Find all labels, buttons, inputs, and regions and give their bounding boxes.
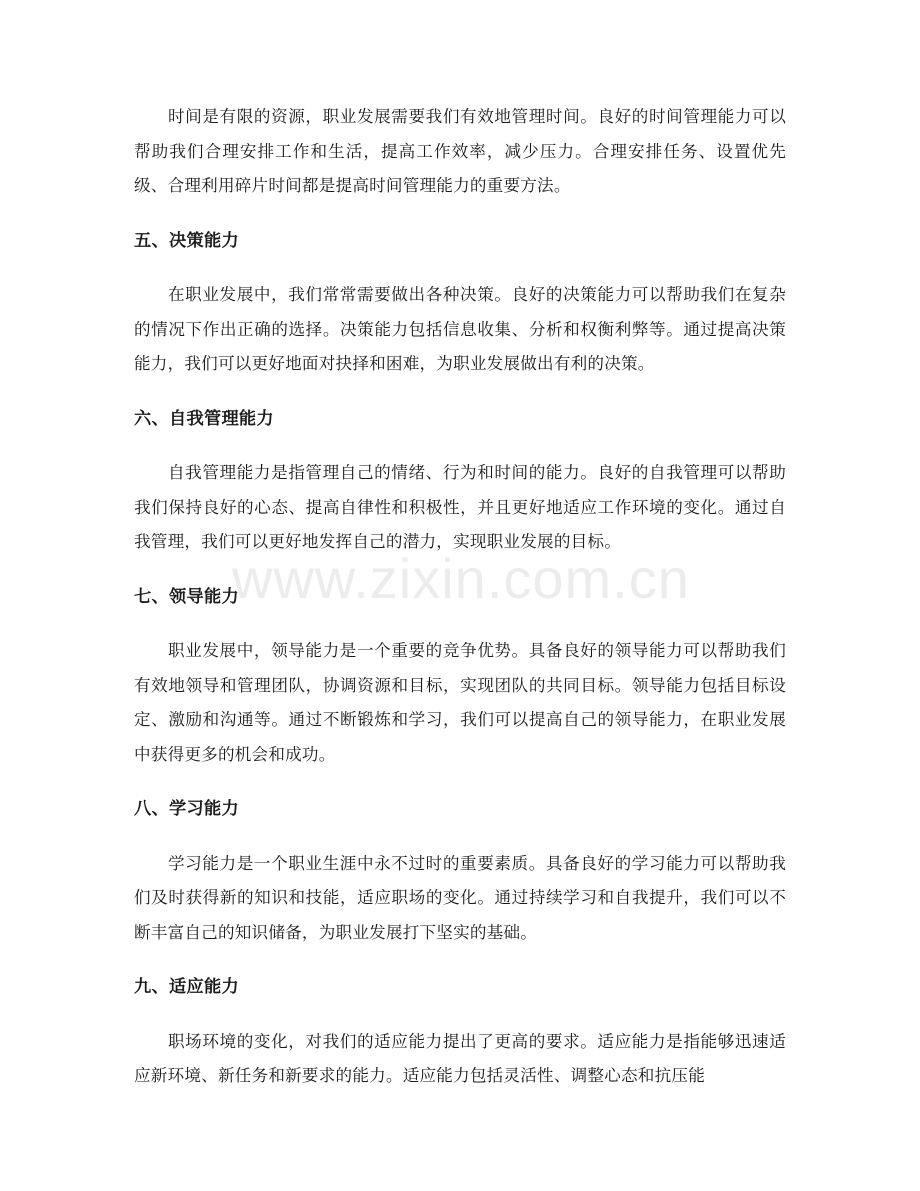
intro-paragraph: 时间是有限的资源，职业发展需要我们有效地管理时间。良好的时间管理能力可以帮助我们合理安排工作和生活，提高工作效率，减少压力。合理安排任务、设置优先级、合理利用碎片时间都是提高时间管理能力的重要方法。	[134, 107, 786, 195]
section-body-adaptability: 职场环境的变化，对我们的适应能力提出了更高的要求。适应能力是指能够迅速适应新环境、新任务和新要求的能力。适应能力包括灵活性、调整心态和抗压能	[134, 1031, 786, 1085]
section-heading-adaptability: 九、适应能力	[134, 977, 239, 997]
section-body-self-management: 自我管理能力是指管理自己的情绪、行为和时间的能力。良好的自我管理可以帮助我们保持良好的心态、提高自律性和积极性，并且更好地适应工作环境的变化。通过自我管理，我们可以更好地发挥自己的潜力，实现职业发展的目标。	[134, 463, 786, 551]
document-body	[134, 100, 786, 1094]
section-body-leadership: 职业发展中，领导能力是一个重要的竞争优势。具备良好的领导能力可以帮助我们有效地领导和管理团队，协调资源和目标，实现团队的共同目标。领导能力包括目标设定、激励和沟通等。通过不断锻炼和学习，我们可以提高自己的领导能力，在职业发展中获得更多的机会和成功。	[134, 641, 786, 764]
section-heading-learning: 八、学习能力	[134, 799, 239, 819]
watermark: www.zixin.com.cn	[232, 547, 690, 610]
section-heading-decision: 五、决策能力	[134, 230, 239, 251]
section-body-decision: 在职业发展中，我们常常需要做出各种决策。良好的决策能力可以帮助我们在复杂的情况下作出正确的选择。决策能力包括信息收集、分析和权衡利弊等。通过提高决策能力，我们可以更好地面对抉择和困难，为职业发展做出有利的决策。	[134, 285, 786, 373]
section-heading-self-management: 六、自我管理能力	[134, 408, 274, 429]
section-body-learning: 学习能力是一个职业生涯中永不过时的重要素质。具备良好的学习能力可以帮助我们及时获得新的知识和技能，适应职场的变化。通过持续学习和自我提升，我们可以不断丰富自己的知识储备，为职业发展打下坚实的基础。	[134, 853, 786, 942]
section-heading-leadership: 七、领导能力	[134, 586, 239, 607]
